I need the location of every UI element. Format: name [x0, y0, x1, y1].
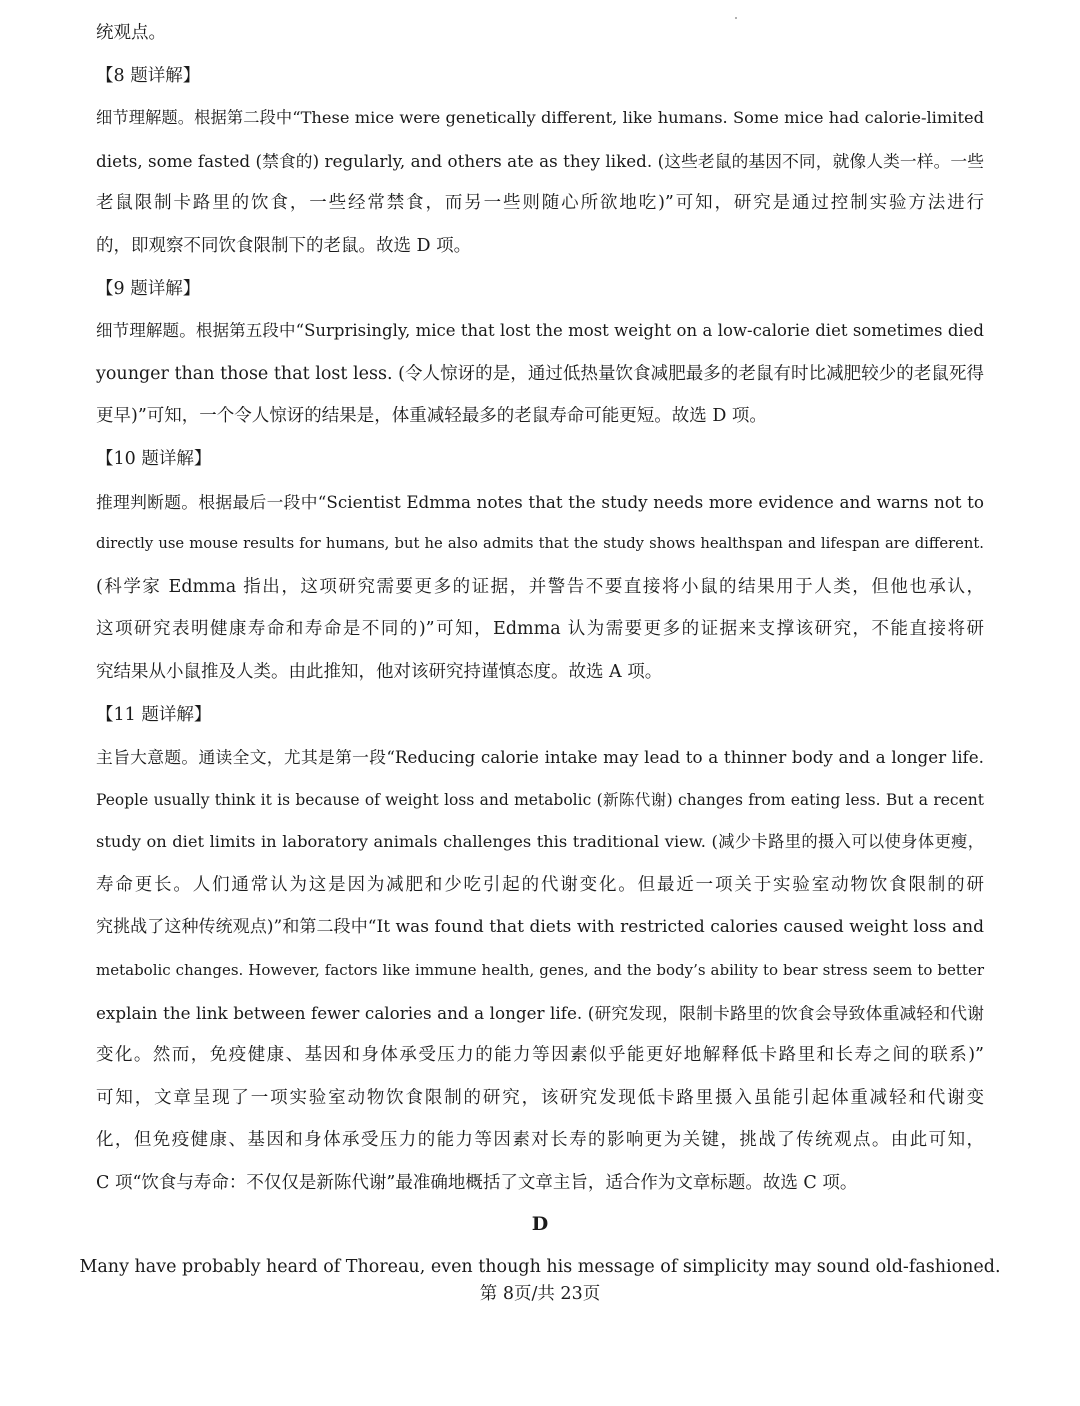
q8-line: diets, some fasted (禁食的) regularly, and others ate as they liked. (这些老鼠的基因不同，就像人类一样。一些 — [96, 150, 984, 171]
q10-line: 推理判断题。根据最后一段中“Scientist Edmma notes that the study needs more evidence and warns not to — [96, 491, 984, 512]
q8-line: 老鼠限制卡路里的饮食，一些经常禁食，而另一些则随心所欲地吃)”可知，研究是通过控制实验方法进行 — [96, 193, 984, 214]
q8-line: 的，即观察不同饮食限制下的老鼠。故选 D 项。 — [96, 235, 472, 256]
q11-line: metabolic changes. However, factors like immune health, genes, and the body’s ability to bear stress seem to better — [96, 961, 984, 980]
q11-line: 变化。然而，免疫健康、基因和身体承受压力的能力等因素似乎能更好地解释低卡路里和长寿之间的联系)” — [96, 1045, 984, 1066]
q11-line: explain the link between fewer calories and a longer life. (研究发现，限制卡路里的饮食会导致体重减轻和代谢 — [96, 1002, 984, 1023]
q10-heading: 【10 题详解】 — [96, 448, 212, 469]
q8-line: 细节理解题。根据第二段中“These mice were genetically different, like humans. Some mice had calorie-limited — [96, 108, 984, 128]
q9-line: 细节理解题。根据第五段中“Surprisingly, mice that lost the most weight on a low-calorie diet sometimes died — [96, 321, 984, 341]
q11-line: 寿命更长。人们通常认为这是因为减肥和少吃引起的代谢变化。但最近一项关于实验室动物饮食限制的研 — [96, 874, 984, 895]
section-d-heading: D — [531, 1213, 549, 1235]
q11-line: C 项“饮食与寿命：不仅仅是新陈代谢”最准确地概括了文章主旨，适合作为文章标题。故选 C 项。 — [96, 1173, 858, 1194]
answer-explanations — [96, 12, 984, 1205]
q11-line: 可知，文章呈现了一项实验室动物饮食限制的研究，该研究发现低卡路里摄入虽能引起体重减轻和代谢变 — [96, 1087, 984, 1108]
q11-line: People usually think it is because of weight loss and metabolic (新陈代谢) changes from eating less. But a recent — [96, 790, 984, 809]
q11-line: 化，但免疫健康、基因和身体承受压力的能力等因素对长寿的影响更为关键，挑战了传统观点。由此可知， — [96, 1130, 984, 1151]
q11-line: study on diet limits in laboratory animals challenges this traditional view. (减少卡路里的摄入可以使身体更瘦， — [96, 832, 984, 852]
section-d-intro: Many have probably heard of Thoreau, even though his message of simplicity may sound old-fashioned. — [79, 1257, 1001, 1277]
q10-line: (科学家 Edmma 指出，这项研究需要更多的证据，并警告不要直接将小鼠的结果用于人类，但他也承认， — [96, 576, 984, 597]
q11-line: 主旨大意题。通读全文，尤其是第一段“Reducing calorie intake may lead to a thinner body and a longer life. — [96, 747, 984, 768]
q10-line: 这项研究表明健康寿命和寿命是不同的)”可知，Edmma 认为需要更多的证据来支撑该研究，不能直接将研 — [96, 619, 984, 640]
q11-line: 究挑战了这种传统观点)”和第二段中“It was found that diets with restricted calories caused weight loss and — [96, 917, 984, 938]
q10-line: directly use mouse results for humans, but he also admits that the study shows healthspan and lifespan are different. — [96, 535, 984, 553]
q9-line: 更早)”可知，一个令人惊讶的结果是，体重减轻最多的老鼠寿命可能更短。故选 D 项。 — [96, 406, 767, 427]
q9-heading: 【9 题详解】 — [96, 278, 201, 299]
q10-line: 究结果从小鼠推及人类。由此推知，他对该研究持谨慎态度。故选 A 项。 — [96, 661, 663, 682]
top-fragment: 统观点。 — [96, 23, 166, 43]
q9-line: younger than those that lost less. (令人惊讶的是，通过低热量饮食减肥最多的老鼠有时比减肥较少的老鼠死得 — [96, 363, 984, 384]
q8-heading: 【8 题详解】 — [96, 65, 201, 86]
q11-heading: 【11 题详解】 — [96, 704, 212, 725]
page-number: 第 8页/共 23页 — [479, 1284, 601, 1304]
